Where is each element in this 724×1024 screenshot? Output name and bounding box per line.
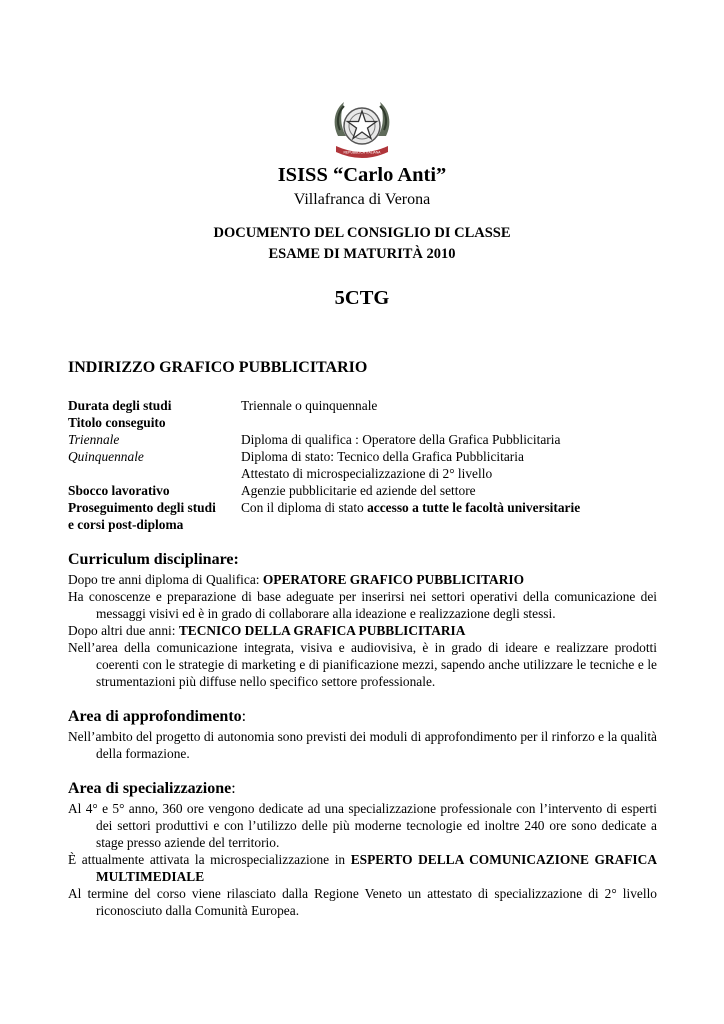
approfondimento-section <box>68 728 657 762</box>
sbocco-label: Sbocco lavorativo <box>68 483 170 498</box>
curriculum-paragraph-2: Ha conoscenze e preparazione di base adeguate per inserirsi nei settori operativi della comunicazione dei messaggi visivi ed è in grado di collaborare alla ideazione e realizzazione degli stessi. <box>68 589 657 621</box>
curriculum-heading: Curriculum disciplinare: <box>68 551 239 568</box>
specializzazione-paragraph-3: Al termine del corso viene rilasciato dalla Regione Veneto un attestato di specializzazione di 2° livello riconosciuto dalla Comunità Europea. <box>68 886 657 918</box>
emblem-ribbon-text: REPUBBLICA ITALIANA <box>343 150 381 155</box>
proseguimento-label: Proseguimento degli studi <box>68 500 216 515</box>
curriculum-paragraph-4: Nell’area della comunicazione integrata, visiva e audiovisiva, è in grado di ideare e realizzare prodotti coerenti con le strategie di marketing e di pianificazione mezzi, sapendo anche utilizzare le tecniche e le strumentazioni più diffuse nello specifico settore professionale. <box>68 640 657 689</box>
titolo-label: Titolo conseguito <box>68 415 166 430</box>
document-title: DOCUMENTO DEL CONSIGLIO DI CLASSE <box>213 225 511 241</box>
sbocco-value: Agenzie pubblicitarie ed aziende del settore <box>241 483 476 498</box>
course-heading: INDIRIZZO GRAFICO PUBBLICITARIO <box>68 359 368 376</box>
curriculum-section <box>68 571 657 690</box>
specializzazione-section <box>68 800 657 919</box>
class-code: 5CTG <box>334 287 390 309</box>
italian-republic-emblem-icon <box>330 96 394 162</box>
curriculum-paragraph-3: Dopo altri due anni: TECNICO DELLA GRAFICA PUBBLICITARIA <box>68 623 466 638</box>
quinquennale-value-1: Diploma di stato: Tecnico della Grafica Pubblicitaria <box>241 449 524 464</box>
triennale-label: Triennale <box>68 432 120 447</box>
specializzazione-paragraph-2: È attualmente attivata la microspecializzazione in ESPERTO DELLA COMUNICAZIONE GRAFICA MULTIMEDIALE <box>68 852 657 884</box>
quinquennale-value-2: Attestato di microspecializzazione di 2° livello <box>241 466 493 481</box>
school-name: ISISS “Carlo Anti” <box>277 164 447 186</box>
durata-label: Durata degli studi <box>68 398 172 413</box>
quinquennale-label: Quinquennale <box>68 449 144 464</box>
specializzazione-paragraph-1: Al 4° e 5° anno, 360 ore vengono dedicate ad una specializzazione professionale con l’intervento di esperti dei settori produttivi e con l’utilizzo delle più moderne tecnologie ed inoltre 240 ore sono dedicate a stage presso aziende del territorio. <box>68 801 657 850</box>
school-city: Villafranca di Verona <box>293 191 431 208</box>
triennale-value: Diploma di qualifica : Operatore della Grafica Pubblicitaria <box>241 432 561 447</box>
durata-value: Triennale o quinquennale <box>241 398 378 413</box>
approfondimento-paragraph: Nell’ambito del progetto di autonomia sono previsti dei moduli di approfondimento per il rinforzo e la qualità della formazione. <box>68 729 657 761</box>
proseguimento-value: Con il diploma di stato accesso a tutte le facoltà universitarie <box>241 500 581 515</box>
approfondimento-heading: Area di approfondimento: <box>68 708 247 725</box>
specializzazione-heading: Area di specializzazione: <box>68 780 236 797</box>
curriculum-paragraph-1: Dopo tre anni diploma di Qualifica: OPERATORE GRAFICO PUBBLICITARIO <box>68 572 525 587</box>
exam-title: ESAME DI MATURITÀ 2010 <box>268 246 456 262</box>
proseguimento-label-2: e corsi post-diploma <box>68 517 184 532</box>
